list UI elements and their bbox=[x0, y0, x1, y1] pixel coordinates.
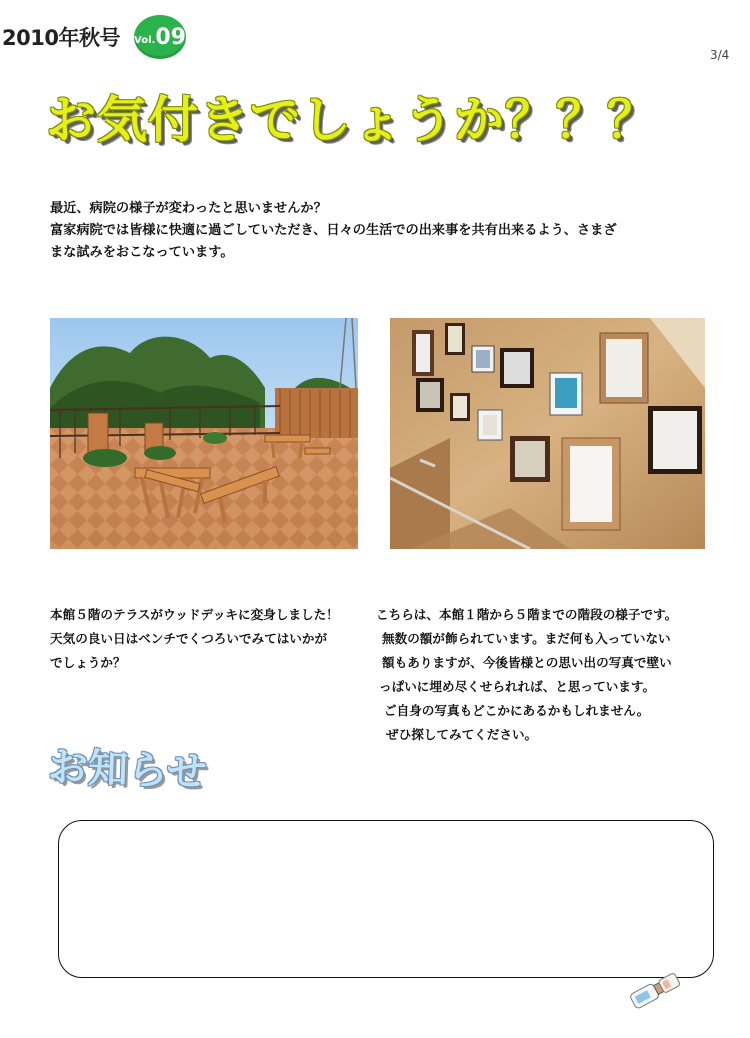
caption-line: ご自身の写真もどこかにあるかもしれません。 bbox=[384, 703, 650, 718]
issue-label: 2010年秋号 bbox=[2, 26, 120, 50]
news-box bbox=[58, 820, 714, 978]
terrace-caption bbox=[50, 603, 380, 675]
page-title: お気付きでしょうか？？？ bbox=[46, 91, 658, 149]
intro-paragraph bbox=[50, 198, 730, 264]
staircase-caption bbox=[376, 603, 721, 747]
page-number: 3/4 bbox=[710, 48, 730, 62]
caption-line: っぱいに埋め尽くせられれば、と思っています。 bbox=[379, 679, 656, 694]
caption-line: 無数の額が飾られています。まだ何も入っていない bbox=[382, 631, 671, 646]
news-heading: お知らせ bbox=[47, 744, 208, 796]
caption-line: こちらは、本館１階から５階までの階段の様子です。 bbox=[376, 607, 678, 622]
volume-badge bbox=[134, 15, 186, 59]
intro-line: 富家病院では皆様に快適に過ごしていただき、日々の生活での出来事を共有出来るよう、さまざ bbox=[50, 223, 617, 238]
volume-prefix: Vol. bbox=[134, 34, 156, 46]
staircase-photo bbox=[390, 318, 705, 549]
intro-line: まな試みをおこなっています。 bbox=[50, 245, 234, 260]
medicine-vial-icon bbox=[624, 968, 688, 1012]
caption-line: 本館５階のテラスがウッドデッキに変身しました！ bbox=[50, 607, 339, 622]
caption-line: 額もありますが、今後皆様との思い出の写真で壁い bbox=[382, 655, 672, 670]
terrace-photo bbox=[50, 318, 358, 549]
volume-number: 09 bbox=[155, 24, 186, 50]
caption-line: でしょうか？ bbox=[50, 655, 126, 670]
intro-line: 最近、病院の様子が変わったと思いませんか？ bbox=[50, 201, 327, 216]
caption-line: 天気の良い日はベンチでくつろいでみてはいかが bbox=[50, 631, 328, 646]
caption-line: ぜひ探してみてください。 bbox=[386, 727, 538, 742]
